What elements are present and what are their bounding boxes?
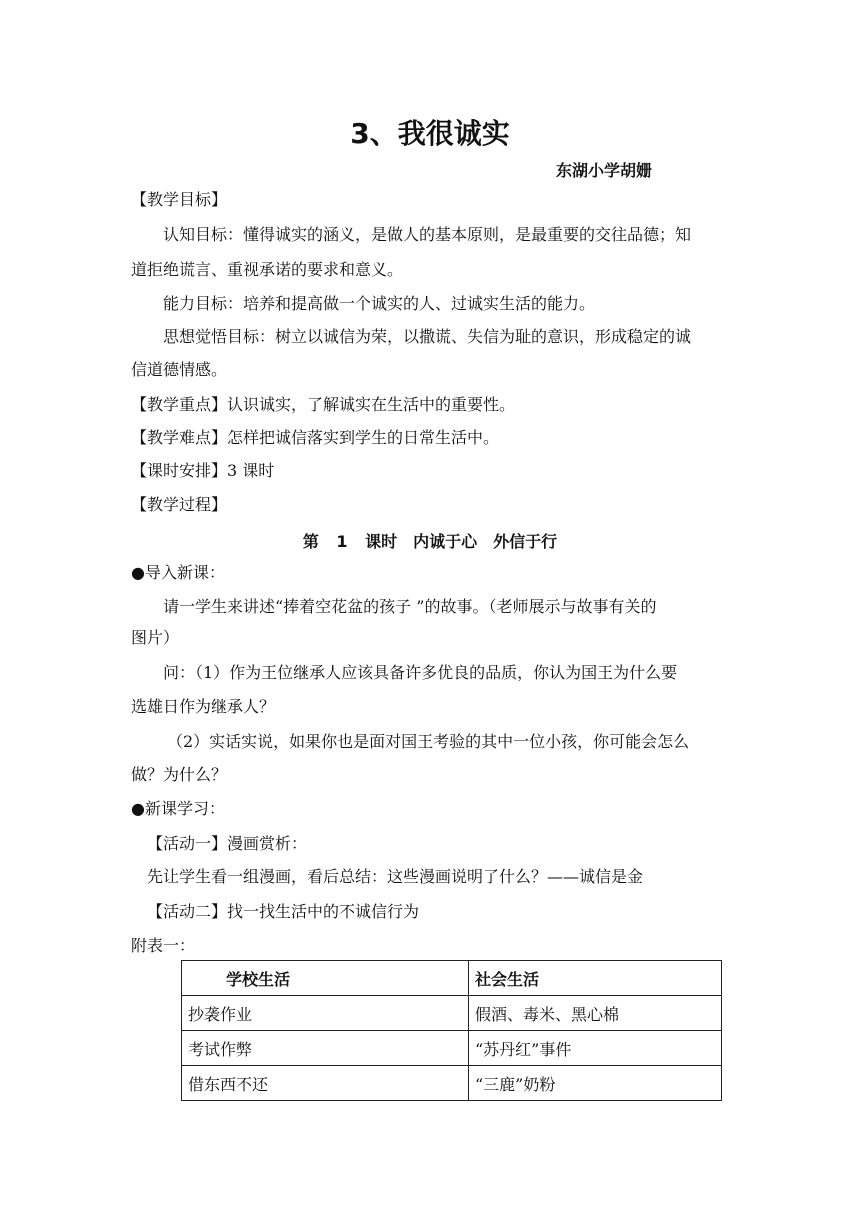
key-point-label: 【教学重点】 (131, 395, 228, 414)
activity2-text: 找一找生活中的不诚信行为 (227, 902, 420, 921)
activity2 (147, 902, 419, 922)
schedule (131, 461, 274, 481)
question1-line1: 问：（1）作为王位继承人应该具备许多优良的品质，你认为国王为什么要 (163, 663, 678, 682)
goal-cognitive-line2: 道拒绝谎言、重视承诺的要求和意义。 (131, 260, 404, 279)
table-header-society: 社会生活 (469, 961, 722, 996)
table-cell: “苏丹红”事件 (469, 1031, 722, 1066)
table-row (182, 1031, 722, 1066)
question2-line2: 做？为什么？ (131, 765, 228, 784)
table-header-school: 学校生活 (182, 961, 469, 996)
activity1-description: 先让学生看一组漫画，看后总结：这些漫画说明了什么？——诚信是金 (147, 867, 644, 886)
goal-cognitive-line1: 认知目标：懂得诚实的涵义，是做人的基本原则，是最重要的交往品德；知 (163, 225, 692, 244)
difficulty-text: 怎样把诚信落实到学生的日常生活中。 (227, 428, 500, 447)
schedule-label: 【课时安排】 (131, 461, 228, 480)
schedule-text: 3 课时 (227, 461, 275, 480)
lesson-title: 第 1 课时 内诚于心 外信于行 (302, 532, 558, 551)
key-point (131, 395, 515, 415)
question2-line1: （2）实话实说，如果你也是面对国王考验的其中一位小孩，你可能会怎么 (167, 732, 690, 751)
author-name: 东湖小学胡姗 (556, 161, 653, 180)
table-cell: 考试作弊 (182, 1031, 469, 1066)
new-lesson-heading: ●新课学习： (131, 799, 225, 818)
intro-paragraph-line1: 请一学生来讲述“捧着空花盆的孩子 ”的故事。（老师展示与故事有关的 (163, 597, 657, 616)
difficulty-label: 【教学难点】 (131, 428, 228, 447)
page-title: 3、我很诚实 (350, 117, 510, 150)
table-cell: “三鹿”奶粉 (469, 1066, 722, 1101)
process-heading: 【教学过程】 (131, 495, 228, 514)
intro-paragraph-line2: 图片） (131, 628, 180, 647)
question1-line2: 选雄日作为继承人？ (131, 697, 276, 716)
table-cell: 假酒、毒米、黑心棉 (469, 996, 722, 1031)
activity1-text: 漫画赏析： (227, 834, 308, 853)
table-row (182, 996, 722, 1031)
behavior-table (181, 960, 722, 1101)
goal-ability: 能力目标：培养和提高做一个诚实的人、过诚实生活的能力。 (163, 294, 596, 313)
goals-heading: 【教学目标】 (131, 190, 228, 209)
goal-thought-line2: 信道德情感。 (131, 360, 228, 379)
goal-thought-line1: 思想觉悟目标：树立以诚信为荣，以撒谎、失信为耻的意识，形成稳定的诚 (163, 327, 692, 346)
table-header-row (182, 961, 722, 996)
key-point-text: 认识诚实，了解诚实在生活中的重要性。 (227, 395, 516, 414)
activity2-label: 【活动二】 (147, 902, 228, 921)
appendix-label: 附表一： (131, 936, 196, 955)
table-cell: 抄袭作业 (182, 996, 469, 1031)
intro-heading: ●导入新课： (131, 563, 225, 582)
table-cell: 借东西不还 (182, 1066, 469, 1101)
activity1-label: 【活动一】 (147, 834, 228, 853)
difficulty (131, 428, 499, 448)
activity1 (147, 834, 307, 854)
table-row (182, 1066, 722, 1101)
